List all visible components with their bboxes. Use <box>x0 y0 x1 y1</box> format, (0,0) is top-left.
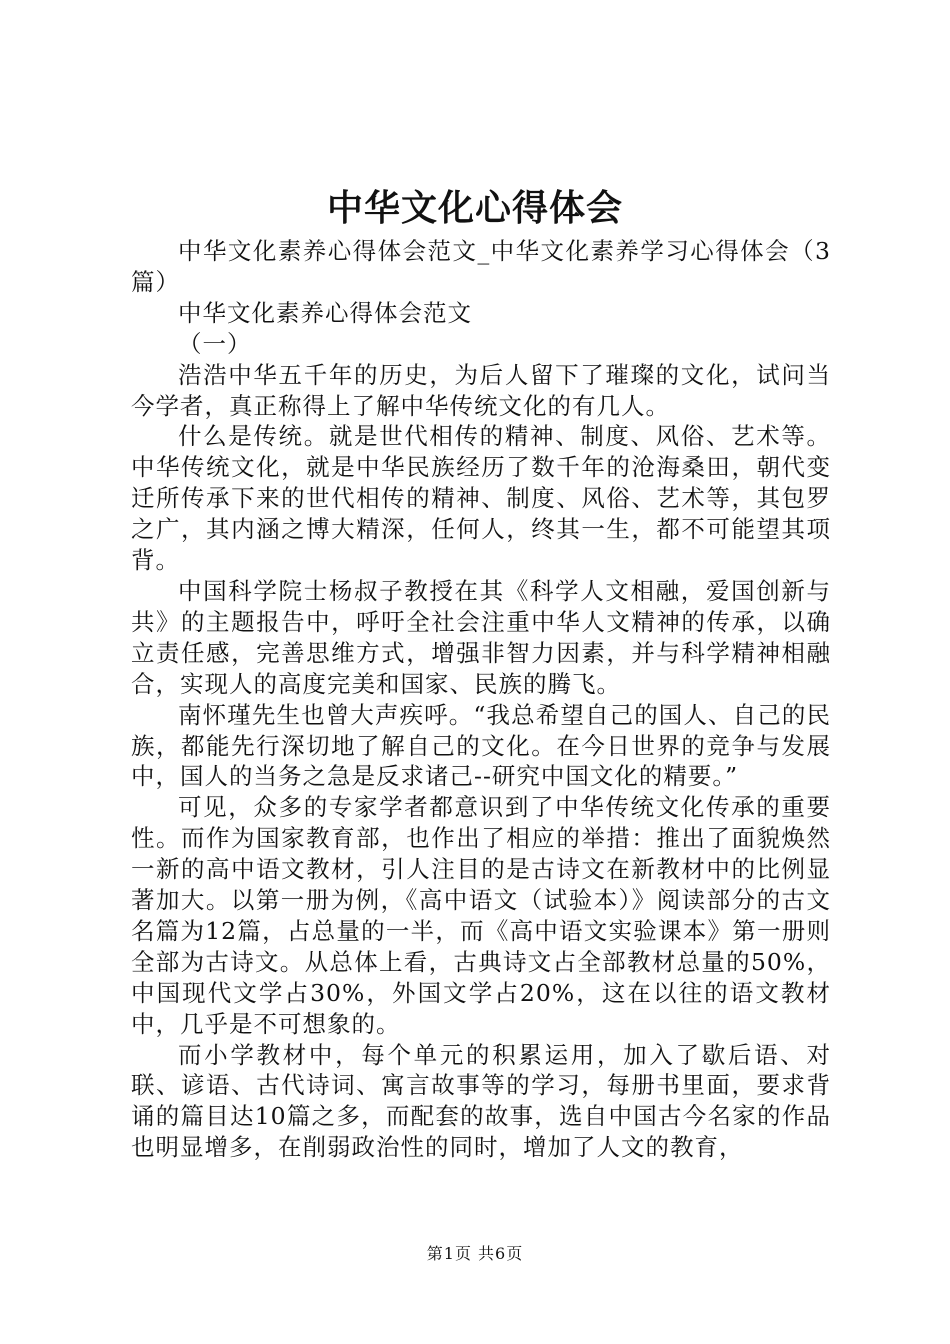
subtitle-paragraph: 中华文化素养心得体会范文_中华文化素养学习心得体会（3篇） <box>131 237 831 296</box>
body-paragraph: 而小学教材中，每个单元的积累运用，加入了歇后语、对联、谚语、古代诗词、寓言故事等的学习，每册书里面，要求背诵的篇目达10篇之多，而配套的故事，选自中国古今名家的作品也明显增多，在削弱政治性的同时，增加了人文的教育， <box>131 1040 831 1162</box>
document-body <box>131 236 831 1163</box>
body-paragraph: 什么是传统。就是世代相传的精神、制度、风俗、艺术等。中华传统文化，就是中华民族经历了数千年的沧海桑田，朝代变迁所传承下来的世代相传的精神、制度、风俗、艺术等，其包罗之广，其内涵之博大精深，任何人，终其一生，都不可能望其项背。 <box>131 422 831 575</box>
section-heading: 中华文化素养心得体会范文 <box>178 298 472 327</box>
body-paragraph: 南怀瑾先生也曾大声疾呼。“我总希望自己的国人、自己的民族，都能先行深切地了解自己的文化。在今日世界的竞争与发展中，国人的当务之急是反求诸己--研究中国文化的精要。” <box>131 700 831 791</box>
body-paragraph: 浩浩中华五千年的历史，为后人留下了璀璨的文化，试问当今学者，真正称得上了解中华传统文化的有几人。 <box>131 360 831 420</box>
page-number: 第1页 共6页 <box>426 1244 524 1263</box>
section-number: （一） <box>178 329 252 358</box>
body-paragraph: 可见，众多的专家学者都意识到了中华传统文化传承的重要性。而作为国家教育部，也作出了相应的举措：推出了面貌焕然一新的高中语文教材，引人注目的是古诗文在新教材中的比例显著加大。以第一册为例，《高中语文（试验本）》阅读部分的古文名篇为12篇，占总量的一半，而《高中语文实验课本》第一册则全部为古诗文。从总体上看，古典诗文占全部教材总量的50%，中国现代文学占30%，外国文学占20%，这在以往的语文教材中，几乎是不可想象的。 <box>131 793 831 1038</box>
document-title: 中华文化心得体会 <box>326 187 623 229</box>
body-paragraph: 中国科学院士杨叔子教授在其《科学人文相融，爱国创新与共》的主题报告中，呼吁全社会注重中华人文精神的传承，以确立责任感，完善思维方式，增强非智力因素，并与科学精神相融合，实现人的高度完美和国家、民族的腾飞。 <box>131 576 831 698</box>
